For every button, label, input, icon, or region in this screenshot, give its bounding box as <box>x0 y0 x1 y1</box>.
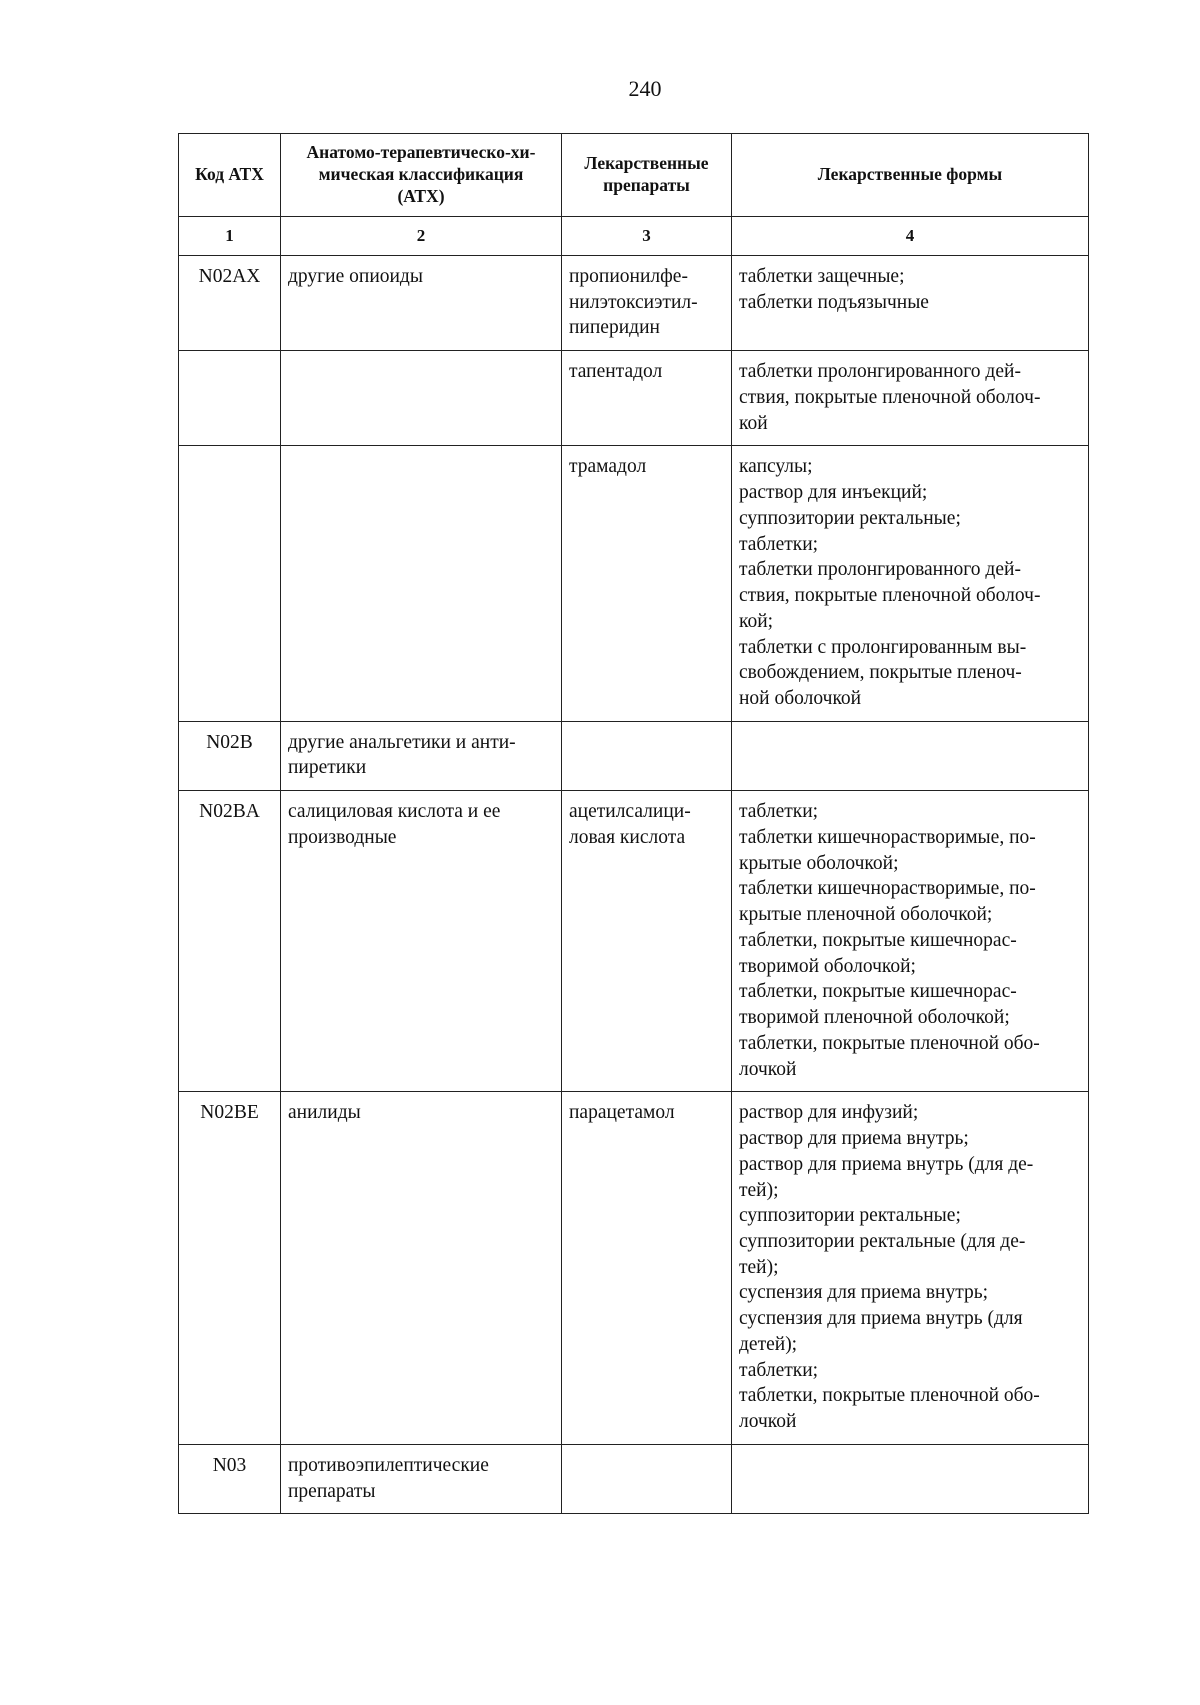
dosage-forms-cell-line: суппозитории ректальные; <box>739 507 961 529</box>
dosage-forms-cell-line: детей); <box>739 1333 798 1355</box>
dosage-forms-cell-line: суспензия для приема внутрь (для <box>739 1308 1023 1330</box>
table-row <box>179 1092 1089 1445</box>
drug-cell-line: парацетамол <box>569 1102 675 1124</box>
dosage-forms-cell-line: творимой пленочной оболочкой; <box>739 1007 1010 1029</box>
classification-cell-line: другие опиоиды <box>288 266 423 287</box>
dosage-forms-cell-line: таблетки, покрытые кишечнорас- <box>739 981 1017 1003</box>
table-row <box>179 721 1089 790</box>
classification-cell-line: салициловая кислота и ее <box>288 801 501 823</box>
dosage-forms-cell-line: раствор для инъекций; <box>739 482 928 504</box>
classification-cell-line: другие анальгетики и анти- <box>288 731 516 753</box>
dosage-forms-cell-line: раствор для приема внутрь (для де- <box>739 1153 1034 1175</box>
header-classification-line: (АТХ) <box>397 185 445 206</box>
drug-cell <box>562 1444 732 1513</box>
drug-cell <box>562 1092 732 1445</box>
classification-cell <box>281 791 562 1092</box>
dosage-forms-cell-line: ствия, покрытые пленочной оболоч- <box>739 585 1041 607</box>
dosage-forms-cell-line: раствор для приема внутрь; <box>739 1128 969 1150</box>
dosage-forms-cell <box>732 1092 1089 1445</box>
dosage-forms-cell-line: свобождением, покрытые пленоч- <box>739 662 1022 684</box>
drug-cell-line: трамадол <box>569 456 647 478</box>
dosage-forms-cell-line: кой <box>739 412 768 434</box>
column-number: 3 <box>562 217 732 256</box>
atc-drug-table <box>178 133 1089 1514</box>
drug-cell <box>562 351 732 446</box>
dosage-forms-cell <box>732 791 1089 1092</box>
drug-cell <box>562 721 732 790</box>
dosage-forms-cell-line: раствор для инфузий; <box>739 1102 919 1124</box>
atc-code-cell <box>179 446 281 721</box>
dosage-forms-cell-line: лочкой <box>739 1411 797 1433</box>
header-classification-line: Анатомо-терапевтическо-хи- <box>306 142 536 163</box>
drug-cell-line: пиперидин <box>569 317 660 339</box>
header-drugs <box>562 134 732 217</box>
drug-cell-line: нилэтоксиэтил- <box>569 291 698 313</box>
dosage-forms-cell-line: суппозитории ректальные; <box>739 1205 961 1227</box>
dosage-forms-cell <box>732 721 1089 790</box>
table-header-row <box>179 134 1089 217</box>
dosage-forms-cell-line: таблетки, покрытые пленочной обо- <box>739 1032 1040 1054</box>
dosage-forms-cell-line: таблетки пролонгированного дей- <box>739 361 1021 383</box>
dosage-forms-cell <box>732 446 1089 721</box>
column-number-row <box>179 217 1089 256</box>
atc-code-cell: N02BE <box>179 1092 281 1445</box>
table-row <box>179 351 1089 446</box>
table-row <box>179 1444 1089 1513</box>
dosage-forms-cell-line: тей); <box>739 1256 779 1278</box>
column-number: 1 <box>179 217 281 256</box>
dosage-forms-cell-line: капсулы; <box>739 456 813 478</box>
column-number: 2 <box>281 217 562 256</box>
dosage-forms-cell-line: крытые оболочкой; <box>739 852 899 874</box>
atc-code-cell: N03 <box>179 1444 281 1513</box>
atc-code-cell <box>179 351 281 446</box>
classification-cell-line: анилиды <box>288 1102 361 1124</box>
header-atc-code: Код АТХ <box>179 134 281 217</box>
classification-cell <box>281 446 562 721</box>
classification-cell-line: пиретики <box>288 757 367 779</box>
dosage-forms-cell-line: таблетки кишечнорастворимые, по- <box>739 878 1036 900</box>
table-row <box>179 446 1089 721</box>
dosage-forms-cell-line: ствия, покрытые пленочной оболоч- <box>739 386 1041 408</box>
dosage-forms-cell-line: таблетки; <box>739 533 819 555</box>
drug-cell-line: тапентадол <box>569 361 663 383</box>
header-classification <box>281 134 562 217</box>
classification-cell <box>281 351 562 446</box>
dosage-forms-cell <box>732 1444 1089 1513</box>
drug-cell-line: ацетилсалици- <box>569 801 691 823</box>
table-row <box>179 791 1089 1092</box>
classification-cell <box>281 1444 562 1513</box>
drug-cell <box>562 446 732 721</box>
classification-cell <box>281 1092 562 1445</box>
header-dosage-forms: Лекарственные формы <box>732 134 1089 217</box>
dosage-forms-cell-line: таблетки с пролонгированным вы- <box>739 636 1027 658</box>
atc-code-cell: N02BA <box>179 791 281 1092</box>
classification-cell-line: противоэпилептические <box>288 1454 489 1476</box>
dosage-forms-cell-line: таблетки, покрытые пленочной обо- <box>739 1385 1040 1407</box>
dosage-forms-cell <box>732 351 1089 446</box>
dosage-forms-cell-line: суппозитории ректальные (для де- <box>739 1230 1026 1252</box>
classification-cell-line: производные <box>288 826 397 848</box>
dosage-forms-cell-line: суспензия для приема внутрь; <box>739 1282 989 1304</box>
dosage-forms-cell-line: таблетки пролонгированного дей- <box>739 559 1021 581</box>
dosage-forms-cell-line: кой; <box>739 610 774 632</box>
classification-cell <box>281 256 562 351</box>
dosage-forms-cell-line: лочкой <box>739 1058 797 1080</box>
drug-cell <box>562 791 732 1092</box>
dosage-forms-cell-line: тей); <box>739 1179 779 1201</box>
header-classification-line: мическая классификация <box>318 164 524 185</box>
drug-cell-line: пропионилфе- <box>569 266 688 287</box>
classification-cell-line: препараты <box>288 1480 376 1502</box>
dosage-forms-cell-line: таблетки кишечнорастворимые, по- <box>739 826 1036 848</box>
table-row <box>179 256 1089 351</box>
dosage-forms-cell <box>732 256 1089 351</box>
atc-code-cell: N02AX <box>179 256 281 351</box>
classification-cell <box>281 721 562 790</box>
drug-cell-line: ловая кислота <box>569 826 686 848</box>
drug-cell <box>562 256 732 351</box>
page-number: 240 <box>628 76 662 101</box>
dosage-forms-cell-line: таблетки; <box>739 1359 819 1381</box>
dosage-forms-cell-line: крытые пленочной оболочкой; <box>739 904 993 926</box>
table-body <box>179 256 1089 1514</box>
dosage-forms-cell-line: таблетки защечные; <box>739 266 905 287</box>
header-drugs-line: препараты <box>603 175 690 195</box>
dosage-forms-cell-line: ной оболочкой <box>739 688 862 710</box>
header-drugs-line: Лекарственные <box>584 153 709 174</box>
dosage-forms-cell-line: таблетки; <box>739 801 819 823</box>
dosage-forms-cell-line: таблетки, покрытые кишечнорас- <box>739 929 1017 951</box>
column-number: 4 <box>732 217 1089 256</box>
dosage-forms-cell-line: таблетки подъязычные <box>739 291 929 313</box>
atc-code-cell: N02B <box>179 721 281 790</box>
dosage-forms-cell-line: творимой оболочкой; <box>739 955 916 977</box>
